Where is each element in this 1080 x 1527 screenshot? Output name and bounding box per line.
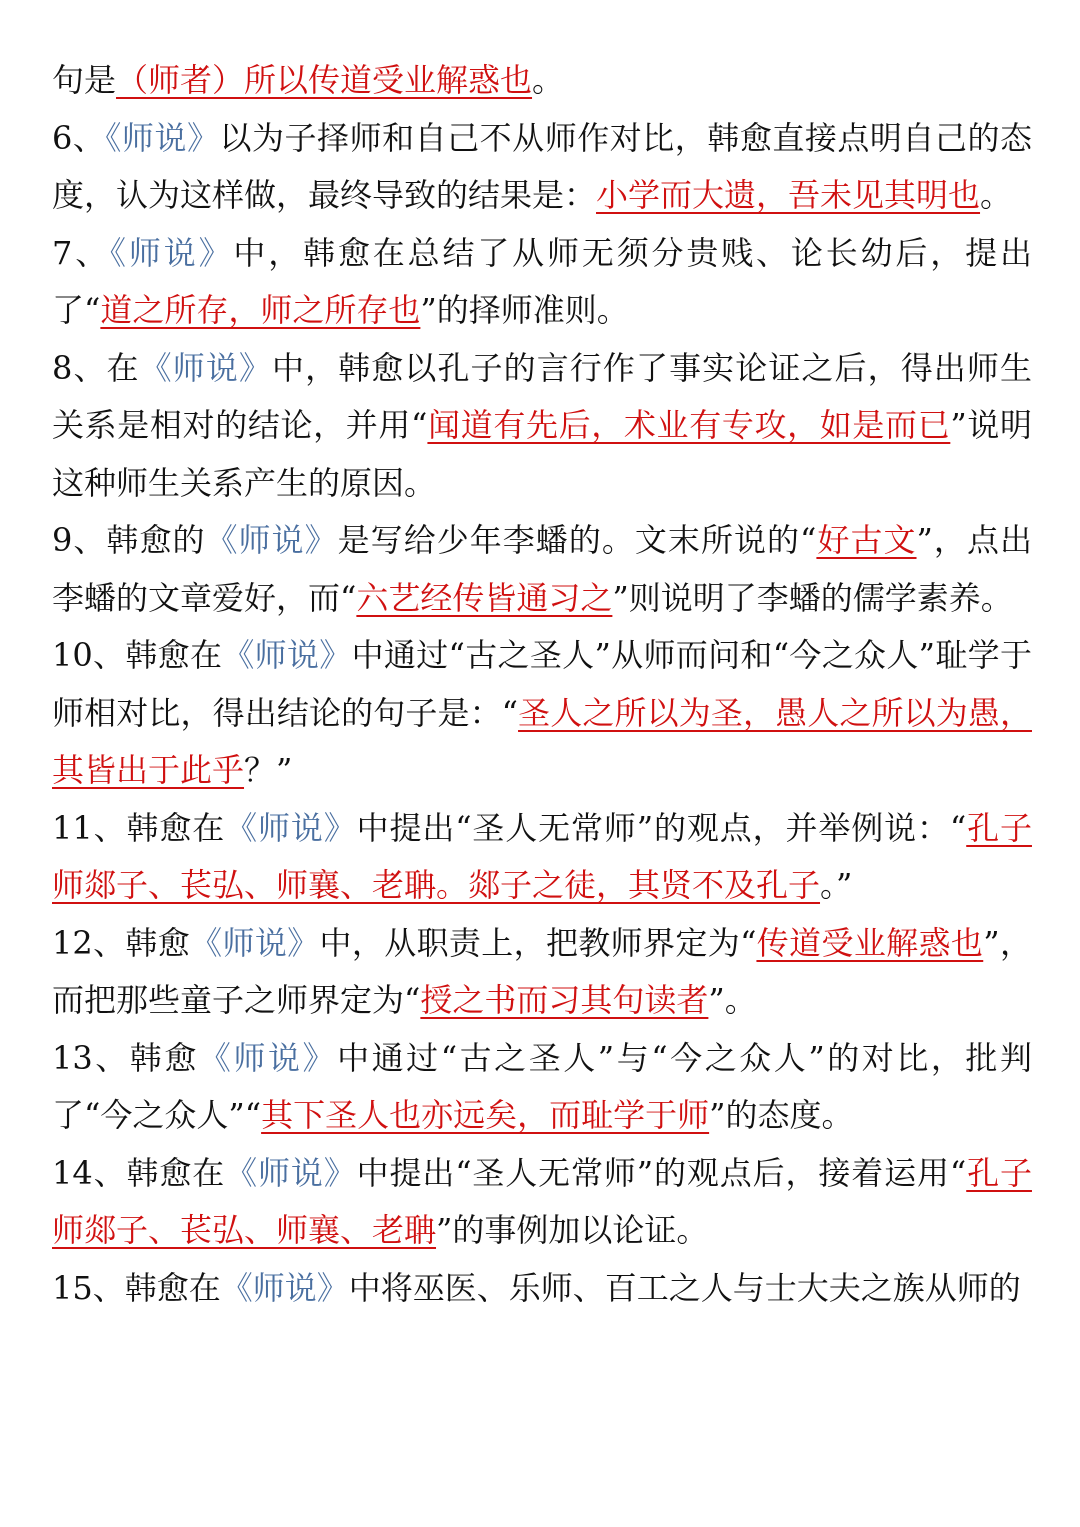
text: 中，韩愈以孔子的言行作了事实论证之后，得出师生关系是相对的结论，并用“: [52, 348, 1032, 444]
answer-text: 闻道有先后，术业有专攻，如是而已: [427, 406, 951, 444]
text: ”则说明了李蟠的儒学素养。: [612, 578, 1013, 617]
book-title: 《师说》: [198, 1038, 338, 1077]
text: 以为子择师和自己不从师作对比，韩愈直接点明自己的态度，认为这样做，最终导致的结果是：: [52, 118, 1032, 214]
book-title: 《师说》: [220, 1268, 349, 1307]
answer-text: 授之书而习其句读者: [420, 981, 709, 1019]
question-item-15: [52, 1260, 1032, 1318]
book-title: 《师说》: [105, 118, 220, 157]
text: 中提出“圣人无常师”的观点后，接着运用“: [356, 1153, 967, 1192]
answer-text: 六艺经传皆通习之: [356, 578, 613, 617]
text: 14、韩愈在: [52, 1153, 226, 1192]
text: 9、韩愈的: [52, 521, 206, 559]
document-page: [52, 52, 1032, 1317]
text: 中通过“古之圣人”从师而问和“今之众人”耻学于师相对比，得出结论的句子是：“: [52, 636, 1032, 732]
question-item-7: [52, 225, 1032, 340]
answer-text: 其下圣人也亦远矣，而耻学于师: [261, 1096, 710, 1134]
text: ”。: [708, 981, 757, 1019]
answer-text: 小学而大遗，吾未见其明也: [596, 176, 981, 214]
paragraph-item-5-end: [52, 52, 1032, 110]
text: ？”: [244, 751, 293, 789]
answer-text: 传道受业解惑也: [756, 923, 984, 962]
text: 7、: [52, 233, 111, 272]
text: ”的事例加以论证。: [436, 1211, 709, 1249]
answer-text: 道之所存，师之所存也: [100, 291, 421, 329]
answer-text: 孔子师郯子、苌弘、师襄、老聃。郯子之徒，其贤不及孔子: [52, 808, 1032, 904]
text: 8、在: [52, 348, 140, 387]
text: ”，点出李蟠的文章爱好，而“: [52, 521, 1032, 617]
book-title: 《师说》: [225, 808, 357, 847]
text: 12、韩愈: [52, 923, 191, 962]
question-item-9: [52, 512, 1032, 627]
text: 13、韩愈: [52, 1038, 199, 1077]
text: 6、: [52, 118, 106, 157]
question-item-14: [52, 1145, 1032, 1260]
text: 中，从职责上，把教师界定为“: [319, 923, 757, 962]
text: 10、韩愈在: [52, 636, 223, 674]
text: 。”: [820, 866, 853, 904]
question-item-11: [52, 800, 1032, 915]
answer-text: 好古文: [816, 521, 917, 559]
question-item-8: [52, 340, 1032, 513]
text: ”的择师准则。: [420, 291, 629, 329]
answer-text: （师者）所以传道受业解惑也: [116, 61, 533, 99]
book-title: 《师说》: [225, 1153, 357, 1192]
question-item-10: [52, 627, 1032, 800]
text: 中通过“古之圣人”与“今之众人”的对比，批判了“今之众人”“: [52, 1038, 1032, 1134]
text: 中提出“圣人无常师”的观点，并举例说：“: [356, 808, 967, 847]
book-title: 《师说》: [222, 636, 352, 674]
answer-text: 孔子师郯子、苌弘、师襄、老聃: [52, 1153, 1032, 1249]
book-title: 《师说》: [110, 233, 234, 272]
book-title: 《师说》: [139, 348, 272, 387]
book-title: 《师说》: [205, 521, 338, 559]
text: ”说明这种师生关系产生的原因。: [52, 406, 1032, 502]
book-title: 《师说》: [190, 923, 320, 962]
question-item-13: [52, 1030, 1032, 1145]
text: 。: [532, 61, 565, 99]
text: 中将巫医、乐师、百工之人与士大夫之族从师的: [348, 1268, 1021, 1307]
text: 11、韩愈在: [52, 808, 226, 847]
question-item-12: [52, 915, 1032, 1030]
text: 中，韩愈在总结了从师无须分贵贱、论长幼后，提出了“: [52, 233, 1032, 329]
text: ”，而把那些童子之师界定为“: [52, 923, 1032, 1019]
text: ”的态度。: [709, 1096, 854, 1134]
text: 句是: [52, 61, 117, 99]
text: 15、韩愈在: [52, 1268, 221, 1307]
text: 是写给少年李蟠的。文末所说的“: [337, 521, 817, 559]
question-item-6: [52, 110, 1032, 225]
answer-text: 圣人之所以为圣，愚人之所以为愚，其皆出于此乎: [52, 693, 1032, 789]
text: 。: [980, 176, 1013, 214]
